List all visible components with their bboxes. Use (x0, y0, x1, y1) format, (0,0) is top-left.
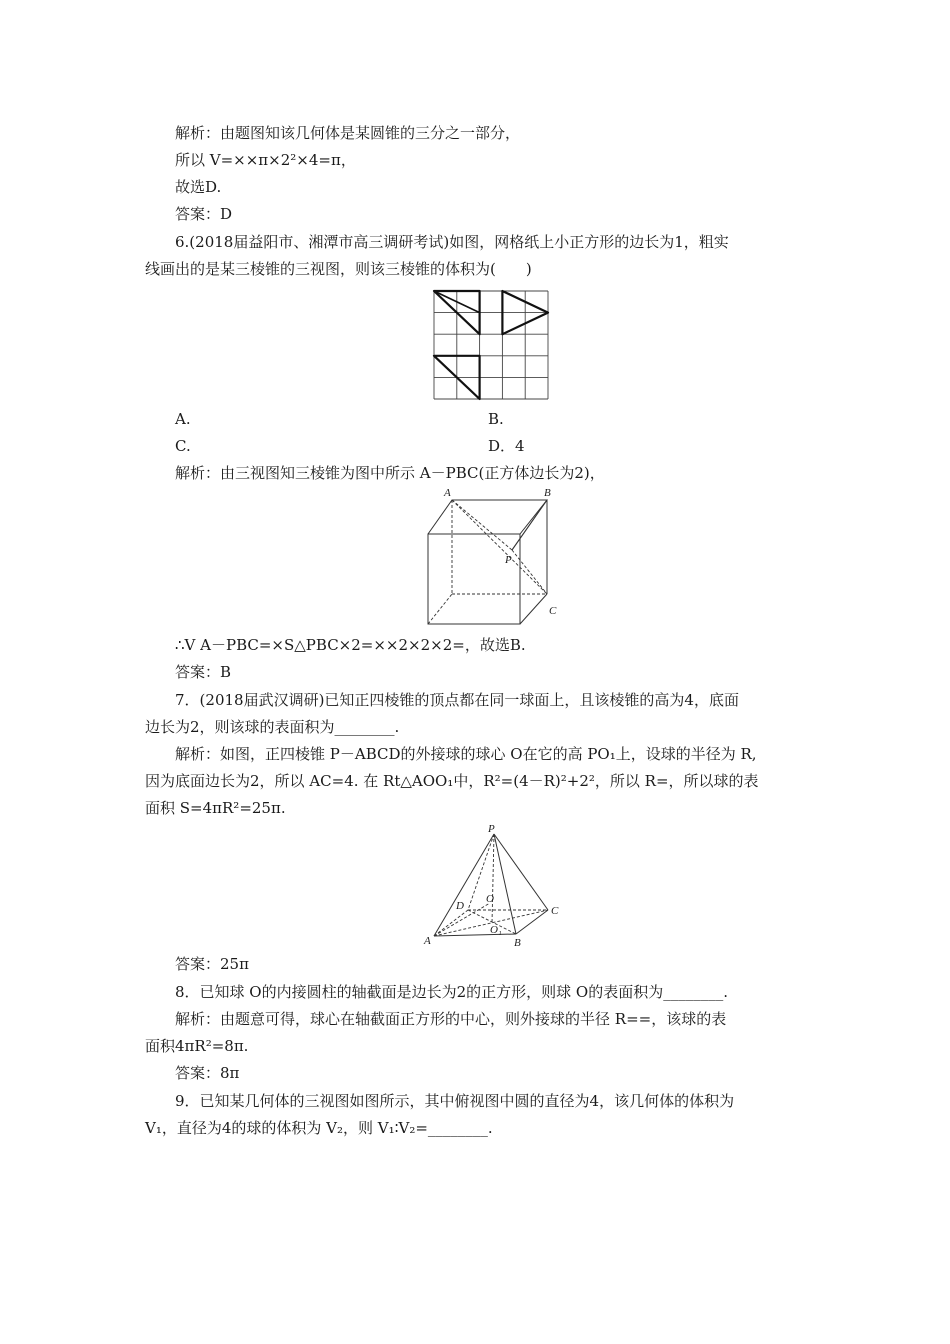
hidden-edge-diag (428, 594, 452, 624)
segment-pc (512, 550, 547, 594)
q8-analysis-line1: 解析：由题意可得，球心在轴截面正方形的中心，则外接球的半径 R==，该球的表 (175, 1010, 727, 1028)
cube-figure (420, 486, 570, 626)
segment-ap (452, 500, 512, 550)
edge-ab (434, 934, 516, 936)
q8-analysis-line2: 面积4πR²=8π. (145, 1037, 249, 1055)
segment-ac (452, 500, 547, 594)
q5-analysis: 解析：由题图知该几何体是某圆锥的三分之一部分， (175, 124, 521, 142)
q5-formula: 所以 V=××π×2²×4=π， (175, 151, 356, 169)
q6-analysis: 解析：由三视图知三棱锥为图中所示 A－PBC(正方体边长为2)， (175, 464, 605, 482)
q9-stem-line2: V₁，直径为4的球的体积为 V₂，则 V₁∶V₂=________. (145, 1119, 493, 1137)
cube-top-face (428, 500, 547, 534)
q7-stem-line2: 边长为2，则该球的表面积为________. (145, 718, 400, 736)
label-d: D (456, 900, 464, 912)
q5-choice: 故选D. (175, 178, 222, 196)
label-p: P (505, 554, 512, 566)
three-view-grid-figure (432, 289, 550, 401)
q7-answer: 答案：25π (175, 955, 249, 973)
label-b: B (544, 487, 551, 499)
label-b: B (514, 937, 521, 949)
q6-option-c: C. (175, 437, 191, 455)
cube-bottom-right-edge (520, 594, 547, 624)
q6-option-a: A. (175, 410, 191, 428)
q6-answer: 答案：B (175, 663, 232, 681)
q5-answer: 答案：D (175, 205, 233, 223)
q7-stem-line1: 7．(2018届武汉调研)已知正四棱锥的顶点都在同一球面上，且该棱锥的高为4，底面 (175, 691, 739, 709)
label-o1: O₁ (490, 924, 502, 936)
q6-option-b: B. (488, 410, 504, 428)
cube-front-face (428, 534, 520, 624)
label-o: O (486, 893, 494, 905)
q6-stem-line2: 线画出的是某三棱锥的三视图，则该三棱锥的体积为( ) (145, 260, 532, 278)
q6-option-d: D．4 (488, 437, 525, 455)
segment-bp (512, 500, 547, 550)
label-a: A (444, 487, 451, 499)
q7-analysis-line3: 面积 S=4πR²=25π. (145, 799, 286, 817)
label-a: A (424, 935, 431, 947)
q9-stem-line1: 9．已知某几何体的三视图如图所示，其中俯视图中圆的直径为4，该几何体的体积为 (175, 1092, 735, 1110)
q8-stem: 8．已知球 O的内接圆柱的轴截面是边长为2的正方形，则球 O的表面积为________. (175, 983, 728, 1001)
label-p: P (488, 823, 495, 835)
q6-stem-line1: 6.(2018届益阳市、湘潭市高三调研考试)如图，网格纸上小正方形的边长为1，粗实 (175, 233, 729, 251)
q7-analysis-line1: 解析：如图，正四棱锥 P－ABCD的外接球的球心 O在它的高 PO₁上，设球的半径为 R, (175, 745, 757, 763)
label-c: C (549, 605, 557, 617)
q7-analysis-line2: 因为底面边长为2，所以 AC=4. 在 Rt△AOO₁中，R²=(4－R)²+2²，所以 R=，所以球的表 (145, 772, 759, 790)
pyramid-figure (422, 822, 572, 952)
q6-volume: ∴V A－PBC=×S△PBC×2=××2×2×2=，故选B. (175, 636, 526, 654)
label-c: C (551, 905, 559, 917)
q8-answer: 答案：8π (175, 1064, 240, 1082)
edge-pa (434, 834, 494, 936)
